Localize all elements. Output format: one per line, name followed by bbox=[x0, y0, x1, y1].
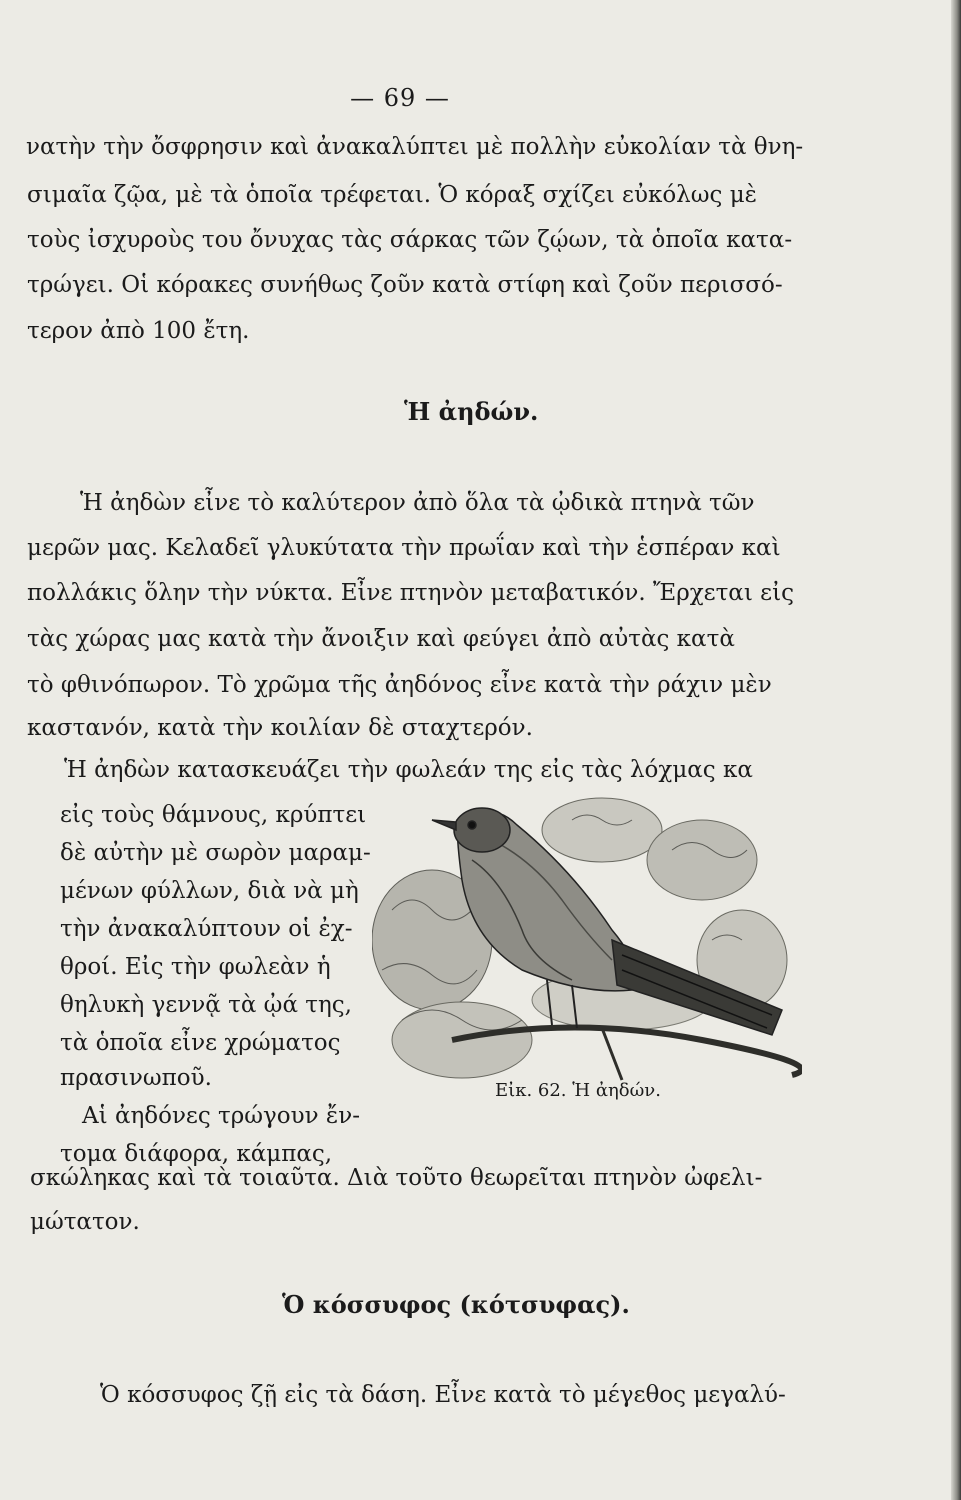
wrapped-line: τὰ ὁποῖα εἶνε χρώματος bbox=[60, 1030, 341, 1056]
paragraph-line: σιμαῖα ζῷα, μὲ τὰ ὁποῖα τρέφεται. Ὁ κόραξ σχίζει εὐκόλως μὲ bbox=[27, 182, 757, 208]
paragraph-line: Ἡ ἀηδὼν εἶνε τὸ καλύτερον ἀπὸ ὅλα τὰ ᾠδικὰ πτηνὰ τῶν bbox=[80, 490, 755, 516]
paragraph-line: τρώγει. Οἱ κόρακες συνήθως ζοῦν κατὰ στίφη καὶ ζοῦν περισσό- bbox=[27, 272, 783, 298]
page-edge-shadow bbox=[951, 0, 961, 1500]
wrapped-line: τὴν ἀνακαλύπτουν οἱ ἐχ- bbox=[60, 916, 353, 942]
figure-caption: Εἰκ. 62. Ἡ ἀηδών. bbox=[495, 1080, 661, 1101]
page-number: — 69 — bbox=[350, 84, 450, 112]
wrapped-line: δὲ αὐτὴν μὲ σωρὸν μαραμ- bbox=[60, 840, 371, 866]
paragraph-line: μώτατον. bbox=[30, 1209, 140, 1235]
paragraph-line: τὸ φθινόπωρον. Τὸ χρῶμα τῆς ἀηδόνος εἶνε κατὰ τὴν ράχιν μὲν bbox=[27, 672, 772, 698]
nightingale-illustration bbox=[372, 790, 802, 1090]
wrapped-line: θηλυκὴ γεννᾷ τὰ ᾠά της, bbox=[60, 992, 352, 1018]
paragraph-line: Ἡ ἀηδὼν κατασκευάζει τὴν φωλεάν της εἰς τὰς λόχμας κα bbox=[64, 757, 753, 783]
paragraph-line: Ὁ κόσσυφος ζῇ εἰς τὰ δάση. Εἶνε κατὰ τὸ μέγεθος μεγαλύ- bbox=[100, 1382, 786, 1408]
section-heading-blackbird: Ὁ κόσσυφος (κότσυφας). bbox=[282, 1290, 630, 1319]
paragraph-line: τερον ἀπὸ 100 ἔτη. bbox=[27, 318, 250, 344]
wrapped-line: μένων φύλλων, διὰ νὰ μὴ bbox=[60, 878, 359, 904]
paragraph-line: τοὺς ἰσχυροὺς του ὄνυχας τὰς σάρκας τῶν ζῴων, τὰ ὁποῖα κατα- bbox=[27, 227, 793, 253]
wrapped-line: τομα διάφορα, κάμπας, bbox=[60, 1141, 333, 1167]
wrapped-line: Αἱ ἀηδόνες τρώγουν ἔν- bbox=[82, 1103, 360, 1129]
wrapped-line: πρασινωποῦ. bbox=[60, 1065, 212, 1091]
paragraph-line: πολλάκις ὅλην τὴν νύκτα. Εἶνε πτηνὸν μεταβατικόν. Ἔρχεται εἰς bbox=[27, 580, 794, 606]
wrapped-line: θροί. Εἰς τὴν φωλεὰν ἡ bbox=[60, 954, 331, 980]
paragraph-line: μερῶν μας. Κελαδεῖ γλυκύτατα τὴν πρωΐαν καὶ τὴν ἑσπέραν καὶ bbox=[27, 535, 781, 561]
paragraph-line: καστανόν, κατὰ τὴν κοιλίαν δὲ σταχτερόν. bbox=[27, 715, 533, 741]
wrapped-line: εἰς τοὺς θάμνους, κρύπτει bbox=[60, 802, 367, 828]
section-heading-nightingale: Ἡ ἀηδών. bbox=[404, 397, 539, 426]
paragraph-line: τὰς χώρας μας κατὰ τὴν ἄνοιξιν καὶ φεύγει ἀπὸ αὐτὰς κατὰ bbox=[27, 626, 735, 652]
paragraph-line: νατὴν τὴν ὄσφρησιν καὶ ἀνακαλύπτει μὲ πολλὴν εὐκολίαν τὰ θνη- bbox=[26, 134, 804, 160]
paragraph-line: σκώληκας καὶ τὰ τοιαῦτα. Διὰ τοῦτο θεωρεῖται πτηνὸν ὠφελι- bbox=[30, 1165, 763, 1191]
